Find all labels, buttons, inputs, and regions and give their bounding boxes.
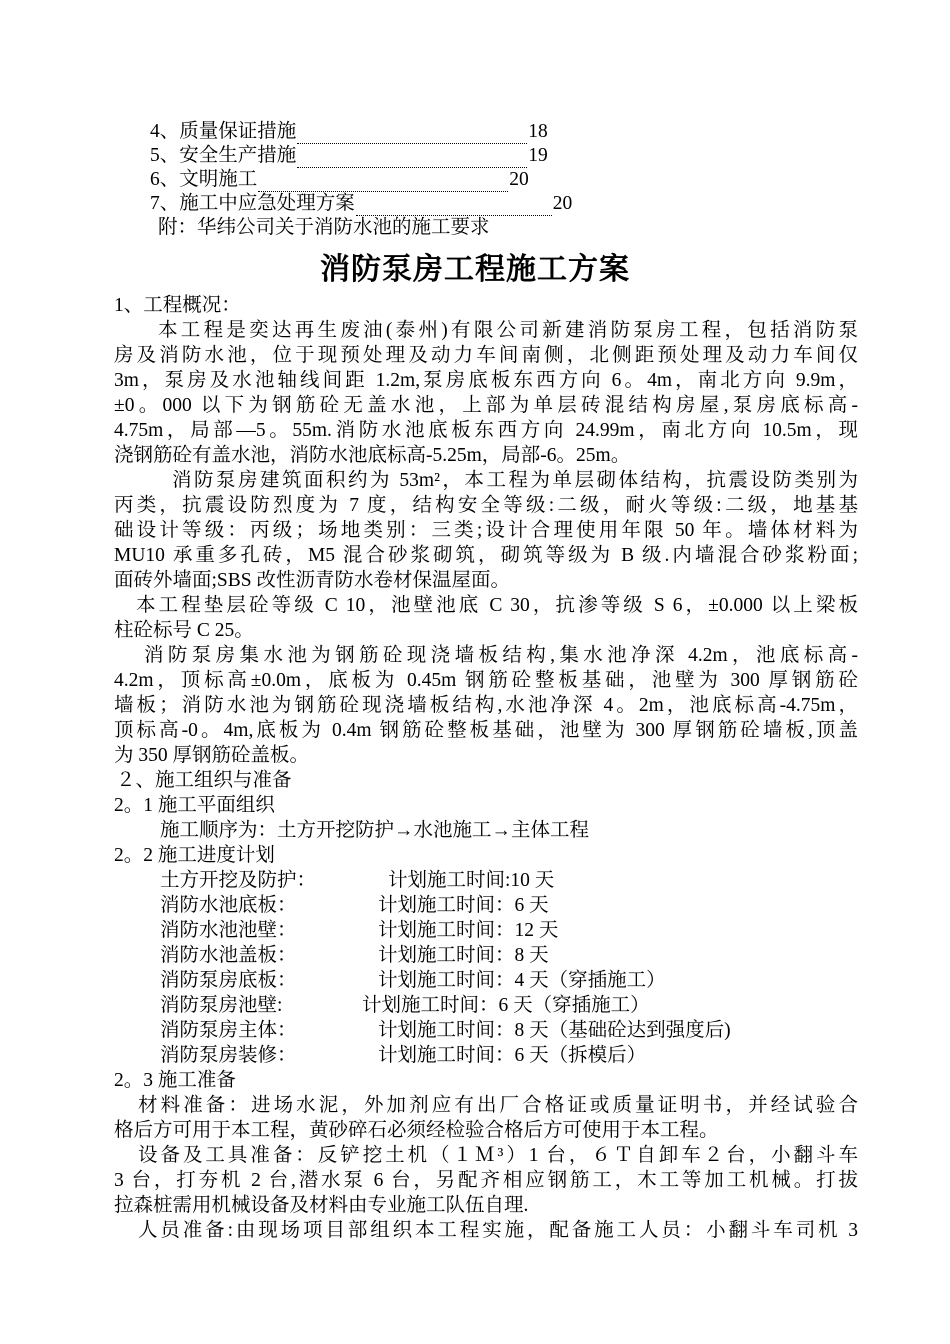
paragraph-line: 面砖外墙面;SBS 改性沥青防水卷材保温屋面。 xyxy=(114,570,510,591)
toc-leader xyxy=(356,198,552,216)
toc-label: 7、施工中应急处理方案 xyxy=(150,193,355,214)
schedule-task: 消防泵房装修： xyxy=(160,1045,297,1066)
schedule-time: 计划施工时间：12 天 xyxy=(378,920,559,941)
schedule-time: 计划施工时间：6 天（拆模后） xyxy=(378,1045,647,1066)
paragraph-line: 本工程是奕达再生废油(泰州)有限公司新建消防泵房工程，包括消防泵 xyxy=(158,320,858,341)
paragraph-line: 丙类，抗震设防烈度为 7 度，结构安全等级:二级，耐火等级:二级，地基基 xyxy=(114,495,858,516)
schedule-time: 计划施工时间：6 天 xyxy=(378,895,549,916)
paragraph-line: 施工顺序为：土方开挖防护→水池施工→主体工程 xyxy=(160,820,590,841)
toc-entry[interactable] xyxy=(150,168,580,192)
toc-label: 6、文明施工 xyxy=(150,169,258,190)
toc-label: 4、质量保证措施 xyxy=(150,121,297,142)
document-title: 消防泵房工程施工方案 xyxy=(320,253,630,286)
section-heading: 1、工程概况： xyxy=(114,295,241,316)
paragraph-line: 为 350 厚钢筋砼盖板。 xyxy=(114,745,310,766)
toc-leader xyxy=(258,174,508,192)
subsection-heading: 2。2 施工进度计划 xyxy=(114,845,275,866)
paragraph-line: 础设计等级：丙级；场地类别：三类;设计合理使用年限 50 年。墙体材料为 xyxy=(114,520,858,541)
schedule-task: 消防水池底板： xyxy=(160,895,297,916)
toc-page: 19 xyxy=(528,145,548,166)
section-heading: ２、施工组织与准备 xyxy=(116,770,292,791)
paragraph-line: 柱砼标号 C 25。 xyxy=(114,620,254,641)
paragraph-line: 4.75m，局部—5。55m.消防水池底板东西方向 24.99m，南北方向 10.5m，现 xyxy=(114,420,858,441)
toc-leader xyxy=(297,150,527,168)
appendix-note: 附：华纬公司关于消防水池的施工要求 xyxy=(158,217,490,238)
schedule-task: 土方开挖及防护： xyxy=(160,870,317,891)
paragraph-line: 拉森桩需用机械设备及材料由专业施工队伍自理. xyxy=(114,1195,529,1216)
schedule-time: 计划施工时间：6 天（穿插施工） xyxy=(362,995,650,1016)
toc-page: 20 xyxy=(509,169,529,190)
paragraph-line: 设备及工具准备：反铲挖土机（１Ｍ³）1 台，６Ｔ自卸车２台，小翻斗车 xyxy=(138,1145,858,1166)
toc-page: 20 xyxy=(552,193,573,214)
paragraph-line: 浇钢筋砼有盖水池，消防水池底标高-5.25m，局部-6。25m。 xyxy=(114,445,631,466)
subsection-heading: 2。3 施工准备 xyxy=(114,1070,236,1091)
paragraph-line: 4.2m，顶标高±0.0m，底板为 0.45m 钢筋砼整板基础，池壁为 300 厚钢筋砼 xyxy=(114,670,858,691)
paragraph-line: 房及消防水池，位于现预处理及动力车间南侧，北侧距预处理及动力车间仅 xyxy=(114,345,858,366)
toc-entry[interactable] xyxy=(150,192,610,216)
paragraph-line: ±0。000 以下为钢筋砼无盖水池，上部为单层砖混结构房屋,泵房底标高- xyxy=(114,395,858,416)
paragraph-line: MU10 承重多孔砖，M5 混合砂浆砌筑，砌筑等级为 B 级.内墙混合砂浆粉面; xyxy=(114,545,858,566)
toc-entry[interactable] xyxy=(150,144,580,168)
schedule-task: 消防水池池壁： xyxy=(160,920,297,941)
subsection-heading: 2。1 施工平面组织 xyxy=(114,795,275,816)
paragraph-line: 消防泵房集水池为钢筋砼现浇墙板结构,集水池净深 4.2m，池底标高- xyxy=(144,645,858,666)
schedule-task: 消防泵房主体： xyxy=(160,1020,297,1041)
toc-page: 18 xyxy=(528,121,548,142)
schedule-time: 计划施工时间：8 天 xyxy=(378,945,549,966)
paragraph-line: 3 台，打夯机 2 台,潜水泵 6 台，另配齐相应钢筋工，木工等加工机械。打拔 xyxy=(114,1170,858,1191)
paragraph-line: 墙板；消防水池为钢筋砼现浇墙板结构,水池净深 4。2m，池底标高-4.75m， xyxy=(114,695,858,716)
schedule-time: 计划施工时间:10 天 xyxy=(388,870,555,891)
paragraph-line: 3m，泵房及水池轴线间距 1.2m,泵房底板东西方向 6。4m，南北方向 9.9m， xyxy=(114,370,858,391)
toc-entry[interactable] xyxy=(150,120,580,144)
schedule-time: 计划施工时间：4 天（穿插施工） xyxy=(378,970,666,991)
schedule-task: 消防泵房池壁: xyxy=(160,995,283,1016)
paragraph-line: 顶标高-0。4m,底板为 0.4m 钢筋砼整板基础，池壁为 300 厚钢筋砼墙板,顶盖 xyxy=(114,720,858,741)
paragraph-line: 消防泵房建筑面积约为 53m²，本工程为单层砌体结构，抗震设防类别为 xyxy=(172,470,858,491)
toc-label: 5、安全生产措施 xyxy=(150,145,297,166)
paragraph-line: 材料准备：进场水泥，外加剂应有出厂合格证或质量证明书，并经试验合 xyxy=(138,1095,858,1116)
toc-leader xyxy=(297,126,527,144)
paragraph-line: 人员准备:由现场项目部组织本工程实施，配备施工人员：小翻斗车司机 3 xyxy=(138,1220,858,1241)
paragraph-line: 格后方可用于本工程，黄砂碎石必须经检验合格后方可使用于本工程。 xyxy=(114,1120,719,1141)
schedule-task: 消防水池盖板： xyxy=(160,945,297,966)
schedule-time: 计划施工时间：8 天（基础砼达到强度后) xyxy=(378,1020,731,1041)
schedule-task: 消防泵房底板： xyxy=(160,970,297,991)
paragraph-line: 本工程垫层砼等级 C 10，池壁池底 C 30，抗渗等级 S 6，±0.000 以上梁板 xyxy=(136,595,858,616)
